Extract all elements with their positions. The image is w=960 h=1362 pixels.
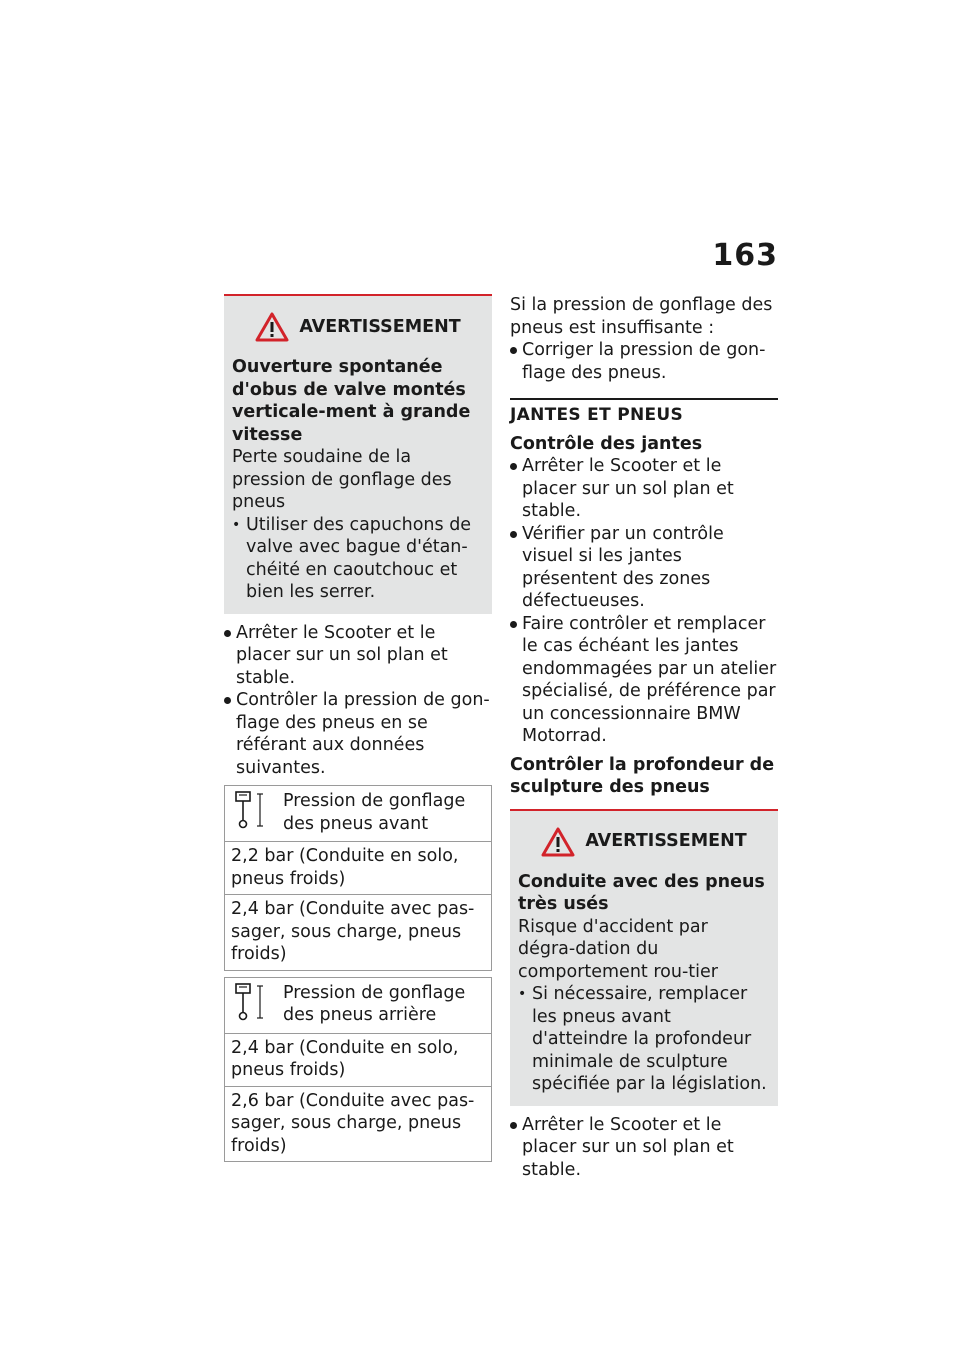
tire-pressure-gauge-icon (233, 790, 269, 830)
tread-check-title: Contrôler la profondeur de sculpture des pneus (510, 754, 775, 797)
warning-title: AVERTISSEMENT (585, 831, 747, 852)
step-item: Faire contrôler et remplacer le cas échéant les jantes endommagées par un atelier spécialisé, de préférence par un concessionnaire BMW Motorrad. (510, 613, 778, 748)
left-column (224, 294, 492, 1166)
table-header-label: Pression de gonflage des pneus avant (283, 791, 466, 834)
section-divider (510, 398, 778, 400)
step-item: Arrêter le Scooter et le placer sur un sol plan et stable. (224, 622, 492, 690)
step-item: Corriger la pression de gon-flage des pneus. (510, 339, 778, 384)
step-item: Contrôler la pression de gon-flage des pneus en se référant aux données suivantes. (224, 689, 492, 779)
tire-pressure-gauge-icon (233, 982, 269, 1022)
warning-subtitle: Ouverture spontanée d'obus de valve montés verticale-ment à grande vitesse (232, 357, 471, 445)
warning-box (224, 294, 492, 614)
warning-triangle-icon (541, 827, 575, 857)
warning-box (510, 809, 778, 1106)
warning-text: Risque d'accident par dégra-dation du comportement rou-tier (518, 916, 718, 982)
intro-step-list (510, 339, 778, 384)
table-row: 2,6 bar (Conduite avec pas-sager, sous charge, pneus froids) (231, 1090, 475, 1156)
warning-subtitle: Conduite avec des pneus très usés (518, 871, 765, 914)
page-number: 163 (712, 238, 778, 273)
step-item: Arrêter le Scooter et le placer sur un sol plan et stable. (510, 455, 778, 523)
warning-triangle-icon (255, 312, 289, 342)
step-list (224, 622, 492, 780)
table-header (225, 786, 491, 842)
table-row: 2,4 bar (Conduite en solo, pneus froids) (225, 1034, 491, 1087)
section-title: JANTES ET PNEUS (510, 405, 684, 425)
rim-check-title: Contrôle des jantes (510, 433, 703, 454)
table-row: 2,2 bar (Conduite en solo, pneus froids) (225, 842, 491, 895)
warning-list-item: • Utiliser des capuchons de valve avec bague d'étan-chéité en caoutchouc et bien les serrer. (232, 514, 484, 604)
table-row: 2,4 bar (Conduite avec pas-sager, sous charge, pneus froids) (231, 899, 475, 964)
warning-header (232, 312, 484, 342)
rear-pressure-table (224, 977, 492, 1163)
warning-list-item: • Si nécessaire, remplacer les pneus avant d'atteindre la profondeur minimale de sculpture spécifiée par la législation. (518, 983, 770, 1096)
front-pressure-table (224, 785, 492, 971)
tread-step-list (510, 1114, 778, 1182)
warning-list (518, 983, 770, 1096)
warning-title: AVERTISSEMENT (299, 316, 461, 337)
warning-text: Perte soudaine de la pression de gonflage des pneus (232, 447, 452, 512)
step-item: Vérifier par un contrôle visuel si les jantes présentent des zones défectueuses. (510, 523, 778, 613)
warning-header (518, 827, 770, 857)
rim-step-list (510, 455, 778, 748)
step-item: Arrêter le Scooter et le placer sur un sol plan et stable. (510, 1114, 778, 1182)
intro-text: Si la pression de gonflage des pneus est insuffisante : (510, 295, 773, 338)
warning-list (232, 514, 484, 604)
table-header-label: Pression de gonflage des pneus arrière (283, 982, 466, 1025)
right-column (510, 294, 778, 1181)
table-header (225, 978, 491, 1034)
